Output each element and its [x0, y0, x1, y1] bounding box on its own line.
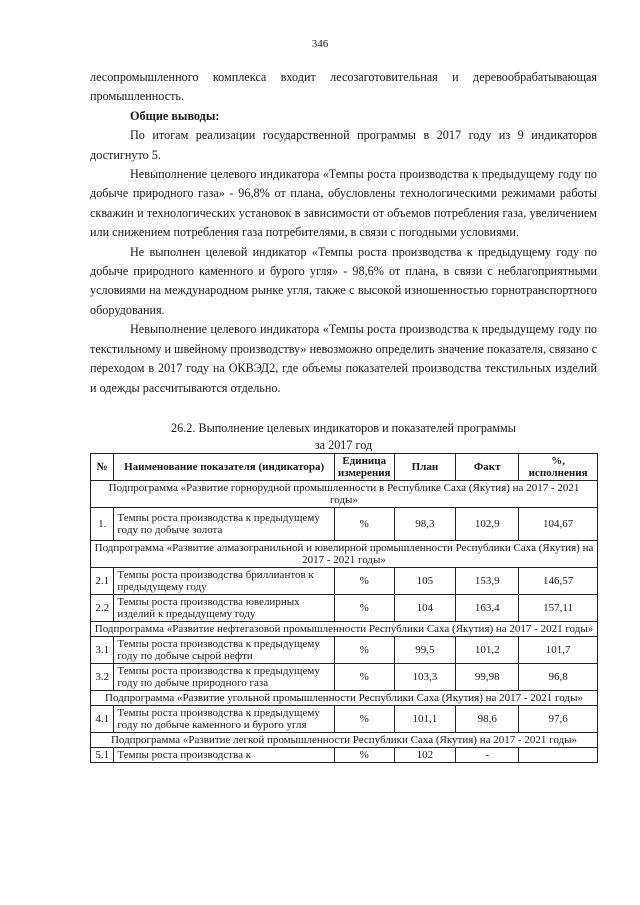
table-caption: 26.2. Выполнение целевых индикаторов и показателей программы: [171, 421, 516, 435]
subprogram-title: Подпрограмма «Развитие нефтегазовой промышленности Республики Саха (Якутия) на 2017 - 2021 годы»: [91, 622, 598, 637]
row-num: 3.2: [91, 664, 114, 691]
row-num: 5.1: [91, 748, 114, 763]
row-name: Темпы роста производства к предыдущему году по добыче природного газа: [114, 664, 334, 691]
subprogram-row: [91, 691, 598, 706]
row-num: 3.1: [91, 637, 114, 664]
table-row: [91, 637, 598, 664]
table-row: [91, 508, 598, 541]
header-unit: Единица измерения: [334, 454, 394, 481]
table-header-row: [91, 454, 598, 481]
subprogram-title: Подпрограмма «Развитие алмазогранильной и ювелирной промышленности Республики Саха (Якутия) на 2017 - 2021 годы»: [91, 541, 598, 568]
row-plan: 102: [394, 748, 456, 763]
paragraph-gas: Невыполнение целевого индикатора «Темпы роста производства к предыдущему году по добыче природного газа» - 96,8% от плана, обусловлены технологическими режимами работы скважин и технологических установок в зависимости от объемов потребления газа, увеличением или снижением потребления газа потребителями, в связи с погодными условиями.: [90, 167, 597, 240]
subprogram-row: [91, 733, 598, 748]
table-row: [91, 568, 598, 595]
header-plan: План: [394, 454, 456, 481]
row-name: Темпы роста производства бриллиантов к предыдущему году: [114, 568, 334, 595]
table-row: [91, 664, 598, 691]
row-percent: 146,57: [519, 568, 598, 595]
row-num: 4.1: [91, 706, 114, 733]
subprogram-row: [91, 622, 598, 637]
subprogram-title: Подпрограмма «Развитие легкой промышленности Республики Саха (Якутия) на 2017 - 2021 годы»: [91, 733, 598, 748]
header-num: №: [91, 454, 114, 481]
row-unit: %: [334, 748, 394, 763]
row-fact: -: [456, 748, 519, 763]
row-plan: 99,5: [394, 637, 456, 664]
row-name: Темпы роста производства к предыдущему году по добыче золота: [114, 508, 334, 541]
row-fact: 153,9: [456, 568, 519, 595]
paragraph-continuation: лесопромышленного комплекса входит лесозаготовительная и деревообрабатывающая промышленность.: [90, 70, 597, 104]
body-text: [90, 68, 597, 398]
header-percent: %, исполнения: [519, 454, 598, 481]
row-name: Темпы роста производства к: [114, 748, 334, 763]
indicators-table: [90, 453, 598, 763]
subprogram-title: Подпрограмма «Развитие угольной промышленности Республики Саха (Якутия) на 2017 - 2021 годы»: [91, 691, 598, 706]
row-unit: %: [334, 706, 394, 733]
row-name: Темпы роста производства ювелирных изделий к предыдущему году: [114, 595, 334, 622]
row-plan: 101,1: [394, 706, 456, 733]
row-num: 2.2: [91, 595, 114, 622]
table-row: [91, 748, 598, 763]
row-plan: 104: [394, 595, 456, 622]
row-plan: 105: [394, 568, 456, 595]
subprogram-row: [91, 481, 598, 508]
header-name: Наименование показателя (индикатора): [114, 454, 334, 481]
subprogram-row: [91, 541, 598, 568]
row-percent: 96,8: [519, 664, 598, 691]
row-unit: %: [334, 637, 394, 664]
row-percent: [519, 748, 598, 763]
table-row: [91, 706, 598, 733]
table-row: [91, 595, 598, 622]
row-num: 1.: [91, 508, 114, 541]
row-plan: 98,3: [394, 508, 456, 541]
header-fact: Факт: [456, 454, 519, 481]
row-fact: 163,4: [456, 595, 519, 622]
row-unit: %: [334, 595, 394, 622]
row-name: Темпы роста производства к предыдущему году по добыче каменного и бурого угля: [114, 706, 334, 733]
row-percent: 97,6: [519, 706, 598, 733]
row-fact: 101,2: [456, 637, 519, 664]
row-unit: %: [334, 664, 394, 691]
subprogram-title: Подпрограмма «Развитие горнорудной промышленности в Республике Саха (Якутия) на 2017 - 2021 годы»: [91, 481, 598, 508]
row-percent: 157,11: [519, 595, 598, 622]
table-caption-year: за 2017 год: [314, 438, 373, 452]
paragraph-textile: Невыполнение целевого индикатора «Темпы роста производства к предыдущему году по текстильному и швейному производству» невозможно определить значение показателя, связано с переходом в 2017 году на ОКВЭД2, где объемы показателей производства текстильных изделий и одежды рассчитываются отдельно.: [90, 322, 597, 395]
row-percent: 101,7: [519, 637, 598, 664]
page-number: 346: [311, 38, 329, 50]
row-percent: 104,67: [519, 508, 598, 541]
section-heading: Общие выводы:: [130, 108, 220, 123]
row-fact: 102,9: [456, 508, 519, 541]
row-unit: %: [334, 568, 394, 595]
paragraph-coal: Не выполнен целевой индикатор «Темпы роста производства к предыдущему году по добыче природного каменного и бурого угля» - 98,6% от плана, в связи с неблагоприятными условиями на международном рынке угля, также с высокой изношенностью горнотранспортного оборудования.: [90, 244, 597, 317]
paragraph-summary: По итогам реализации государственной программы в 2017 году из 9 индикаторов достигнуто 5.: [90, 128, 597, 162]
row-plan: 103,3: [394, 664, 456, 691]
row-fact: 98,6: [456, 706, 519, 733]
row-name: Темпы роста производства к предыдущему году по добыче сырой нефти: [114, 637, 334, 664]
row-fact: 99,98: [456, 664, 519, 691]
row-unit: %: [334, 508, 394, 541]
row-num: 2.1: [91, 568, 114, 595]
